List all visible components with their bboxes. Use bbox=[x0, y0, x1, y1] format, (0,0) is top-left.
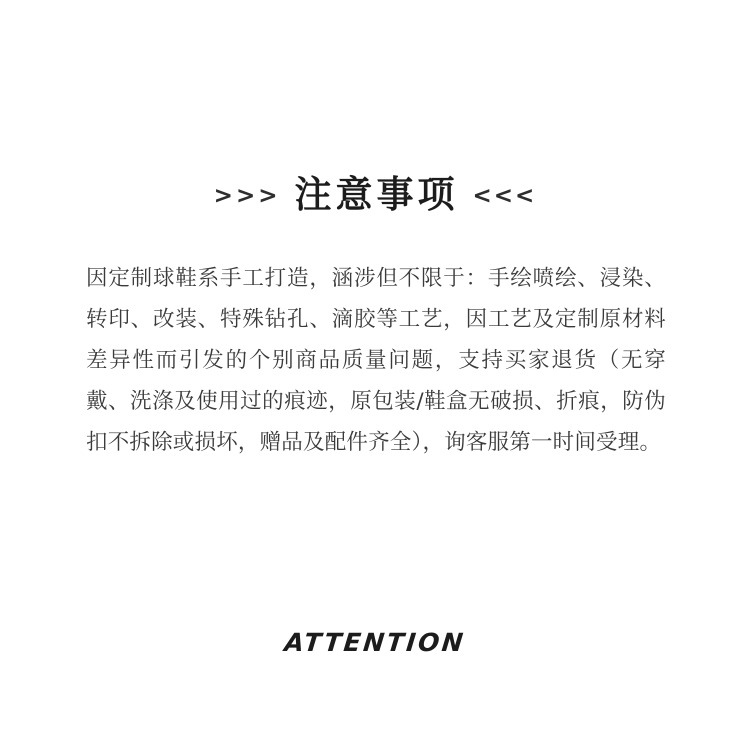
heading bbox=[0, 173, 750, 216]
footer-wordmark: ATTENTION bbox=[283, 628, 467, 657]
notice-body-text: 因定制球鞋系手工打造，涵涉但不限于：手绘喷绘、浸染、转印、改装、特殊钻孔、滴胶等工艺，因工艺及定制原材料差异性而引发的个别商品质量问题，支持买家退货（无穿戴、洗涤及使用过的痕迹，原包装/鞋盒无破损、折痕，防伪扣不拆除或损坏，赠品及配件齐全），询客服第一时间受理。 bbox=[86, 266, 666, 455]
right-chevron-icon: <<< bbox=[472, 183, 537, 209]
left-chevron-icon: >>> bbox=[213, 183, 281, 209]
page-title: 注意事项 bbox=[294, 173, 459, 216]
